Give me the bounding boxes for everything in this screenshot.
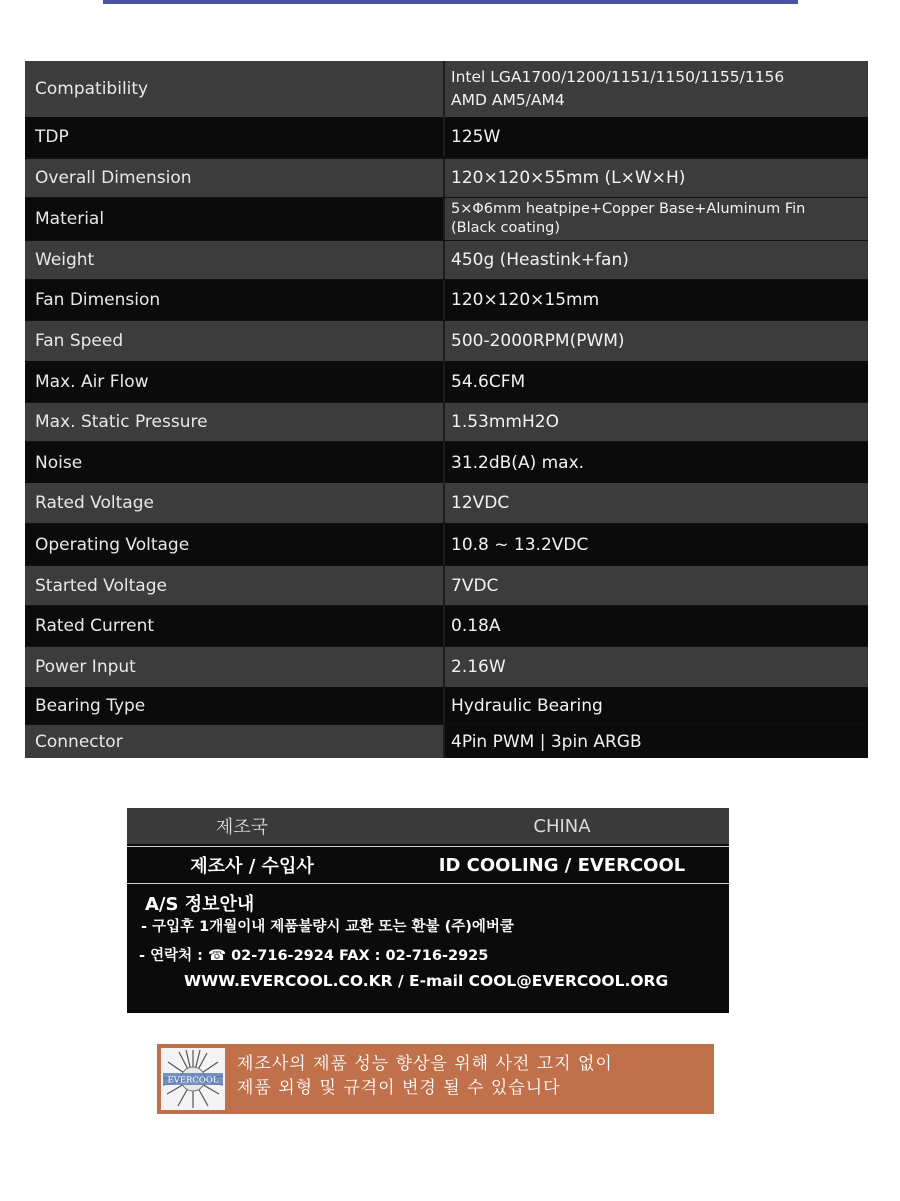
spec-label: Max. Static Pressure xyxy=(25,403,443,441)
origin-label: 제조국 xyxy=(215,817,269,838)
spec-value xyxy=(445,361,868,402)
spec-label: Power Input xyxy=(25,647,443,687)
spec-label: Bearing Type xyxy=(25,687,443,724)
spec-value-line: 54.6CFM xyxy=(451,371,526,392)
spec-value-line: 7VDC xyxy=(451,575,499,596)
notice-line-1: 제조사의 제품 성능 향상을 위해 사전 고지 없이 xyxy=(237,1054,613,1074)
spec-row xyxy=(25,442,868,483)
spec-label: Connector xyxy=(25,725,443,758)
spec-label: Compatibility xyxy=(25,61,443,117)
spec-value xyxy=(445,61,868,117)
spec-label: Noise xyxy=(25,442,443,483)
spec-row xyxy=(25,403,868,441)
spec-value-line: 120×120×15mm xyxy=(451,290,600,310)
spec-value-line: 4Pin PWM | 3pin ARGB xyxy=(451,731,642,752)
spec-value xyxy=(445,159,868,197)
evercool-logo xyxy=(161,1048,225,1110)
as-policy: - 구입후 1개월이내 제품불량시 교환 또는 환불 (주)에버쿨 xyxy=(141,919,514,935)
as-website: WWW.EVERCOOL.CO.KR / E-mail COOL@EVERCOOL.ORG xyxy=(184,972,669,990)
spec-value-line: 500-2000RPM(PWM) xyxy=(451,331,625,351)
spec-row xyxy=(25,687,868,724)
spec-label: Rated Current xyxy=(25,606,443,646)
notice-banner xyxy=(157,1044,714,1114)
spec-value xyxy=(445,725,868,758)
spec-value-line: 31.2dB(A) max. xyxy=(451,452,585,473)
spec-value-line: 5×Φ6mm heatpipe+Copper Base+Aluminum Fin xyxy=(451,201,806,217)
spec-value xyxy=(445,117,868,157)
spec-value xyxy=(445,280,868,320)
spec-row xyxy=(25,647,868,687)
spec-row xyxy=(25,159,868,197)
spec-value-line: Hydraulic Bearing xyxy=(451,695,603,716)
spec-value xyxy=(445,606,868,646)
notice-line-2: 제품 외형 및 규격이 변경 될 수 있습니다 xyxy=(237,1078,561,1098)
spec-row xyxy=(25,241,868,279)
spec-row xyxy=(25,117,868,157)
spec-value xyxy=(445,647,868,687)
spec-table xyxy=(25,61,868,758)
maker-label: 제조사 / 수입사 xyxy=(190,856,314,877)
spec-value xyxy=(445,403,868,441)
as-title: A/S 정보안내 xyxy=(145,894,255,915)
spec-value xyxy=(445,241,868,279)
spec-value-line: 0.18A xyxy=(451,616,501,636)
spec-row xyxy=(25,606,868,646)
spec-value-line: 10.8 ~ 13.2VDC xyxy=(451,534,589,555)
maker-row xyxy=(127,846,729,884)
spec-value-line: 120×120×55mm (L×W×H) xyxy=(451,168,686,188)
origin-value: CHINA xyxy=(533,815,591,837)
spec-row xyxy=(25,280,868,320)
spec-value-line: AMD AM5/AM4 xyxy=(451,91,565,109)
spec-label: Weight xyxy=(25,241,443,279)
spec-value xyxy=(445,198,868,240)
spec-row xyxy=(25,566,868,605)
spec-label: Fan Dimension xyxy=(25,280,443,320)
notice-text xyxy=(237,1052,613,1100)
spec-value-line: 1.53mmH2O xyxy=(451,412,559,432)
spec-row xyxy=(25,61,868,117)
logo-text: EVERCOOL xyxy=(167,1075,219,1086)
spec-row xyxy=(25,361,868,402)
spec-label: Max. Air Flow xyxy=(25,361,443,402)
spec-value xyxy=(445,687,868,724)
spec-label: Operating Voltage xyxy=(25,524,443,565)
spec-value-line: (Black coating) xyxy=(451,220,560,236)
spec-label: Rated Voltage xyxy=(25,483,443,523)
spec-row xyxy=(25,321,868,361)
spec-value xyxy=(445,524,868,565)
info-box xyxy=(127,808,729,1013)
spec-label: Started Voltage xyxy=(25,566,443,605)
as-contact: - 연락처 : ☎ 02-716-2924 FAX : 02-716-2925 xyxy=(139,948,489,964)
spec-value xyxy=(445,566,868,605)
spec-label: Fan Speed xyxy=(25,321,443,361)
spec-row xyxy=(25,725,868,758)
spec-value-line: 12VDC xyxy=(451,493,510,513)
spec-value-line: Intel LGA1700/1200/1151/1150/1155/1156 xyxy=(451,68,785,86)
spec-row xyxy=(25,483,868,523)
spec-label: TDP xyxy=(25,117,443,157)
spec-value xyxy=(445,321,868,361)
spec-row xyxy=(25,198,868,240)
top-accent-bar xyxy=(103,0,798,4)
spec-value-line: 450g (Heastink+fan) xyxy=(451,250,629,270)
origin-row xyxy=(127,808,729,844)
spec-value xyxy=(445,442,868,483)
spec-label: Material xyxy=(25,198,443,240)
spec-label: Overall Dimension xyxy=(25,159,443,197)
spec-value xyxy=(445,483,868,523)
maker-value: ID COOLING / EVERCOOL xyxy=(438,854,686,876)
spec-value-line: 125W xyxy=(451,127,501,147)
spec-value-line: 2.16W xyxy=(451,657,506,677)
spec-row xyxy=(25,524,868,565)
